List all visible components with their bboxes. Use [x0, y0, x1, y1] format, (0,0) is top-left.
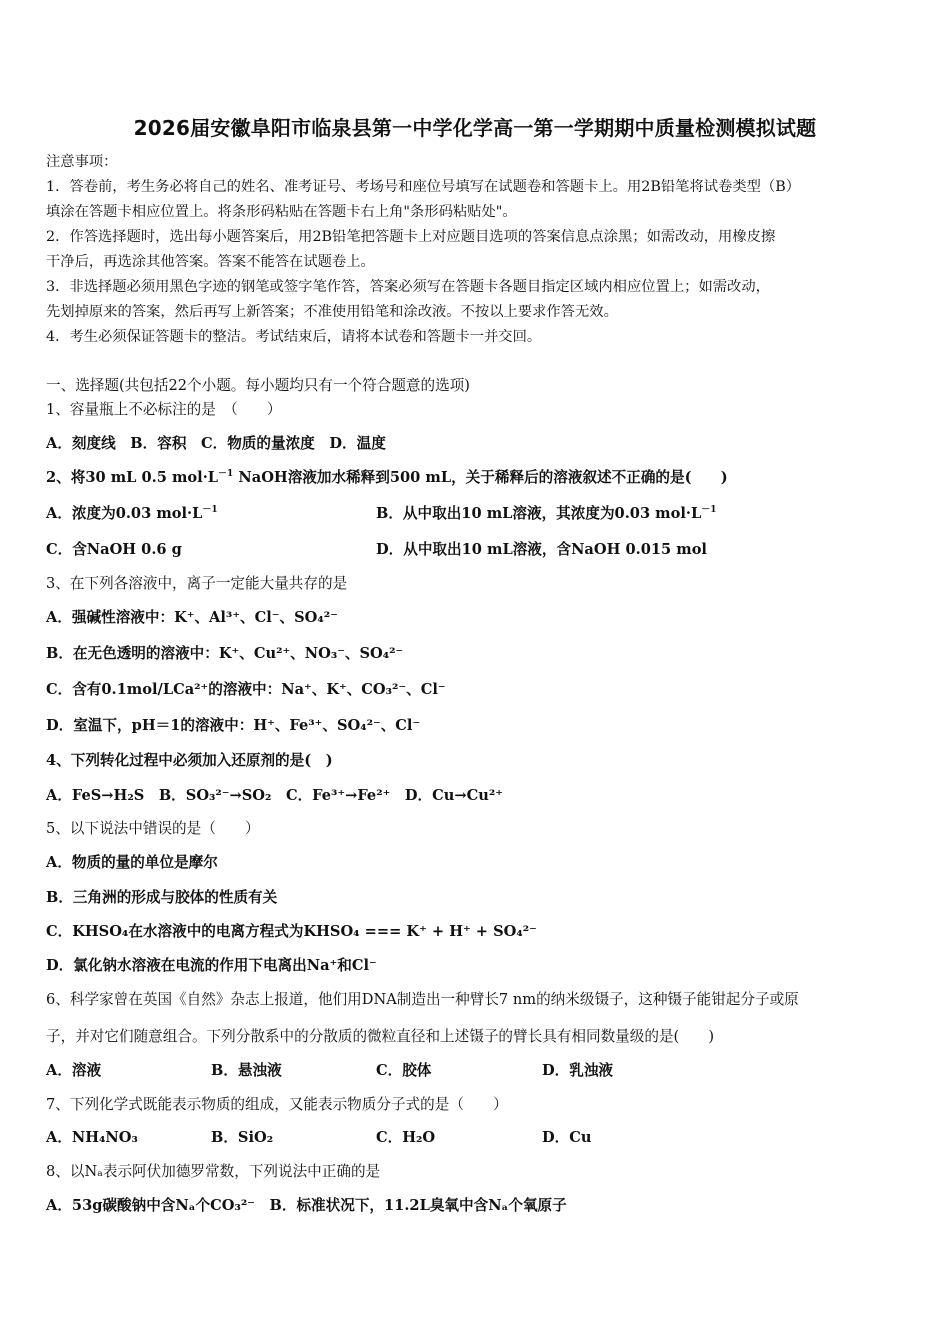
question-5-stem: 5、以下说法中错误的是（ ） — [46, 820, 260, 837]
question-6-stem: 6、科学家曾在英国《自然》杂志上报道，他们用DNA制造出一种臂长7 nm的纳米级镊子，这种镊子能钳起分子或原 — [46, 991, 799, 1008]
question-6-option-d: D．乳浊液 — [542, 1062, 614, 1079]
question-2-option-c: C．含NaOH 0.6 g — [46, 541, 182, 558]
question-5-option-c: C．KHSO₄在水溶液中的电离方程式为KHSO₄ === K⁺ + H⁺ + SO₄²⁻ — [46, 923, 537, 940]
question-3-option-d: D．室温下，pH＝1的溶液中：H⁺、Fe³⁺、SO₄²⁻、Cl⁻ — [46, 717, 421, 734]
notes-line: 4．考生必须保证答题卡的整洁。考试结束后，请将本试卷和答题卡一并交回。 — [46, 329, 542, 345]
question-6-option-a: A．溶液 — [46, 1062, 102, 1079]
question-7-option-c: C．H₂O — [376, 1129, 436, 1146]
question-8-stem: 8、以Nₐ表示阿伏加德罗常数，下列说法中正确的是 — [46, 1163, 381, 1180]
question-2-option-d: D．从中取出10 mL溶液，含NaOH 0.015 mol — [376, 541, 707, 558]
section-heading: 一、选择题(共包括22个小题。每小题均只有一个符合题意的选项) — [46, 377, 470, 394]
question-3-option-c: C．含有0.1mol/LCa²⁺的溶液中：Na⁺、K⁺、CO₃²⁻、Cl⁻ — [46, 681, 446, 698]
question-6-option-b: B．悬浊液 — [211, 1062, 282, 1079]
q2-stem-sup: －1 — [218, 469, 234, 480]
q2-stem-part: 2、将30 mL 0.5 mol·L — [46, 469, 219, 486]
q2-a-sup: －1 — [202, 505, 218, 516]
question-2-option-b — [376, 504, 717, 524]
q2-b-sup: －1 — [701, 505, 717, 516]
q2-a-text: A．浓度为0.03 mol·L — [46, 505, 203, 522]
notes-line: 2．作答选择题时，选出每小题答案后，用2B铅笔把答题卡上对应题目选项的答案信息点涂黑；如需改动，用橡皮擦 — [46, 229, 776, 245]
question-6-option-c: C．胶体 — [376, 1062, 432, 1079]
question-2-option-a — [46, 504, 218, 524]
question-7-option-a: A．NH₄NO₃ — [46, 1129, 138, 1146]
notes-line: 先划掉原来的答案，然后再写上新答案；不准使用铅笔和涂改液。不按以上要求作答无效。 — [46, 304, 618, 320]
q2-b-text: B．从中取出10 mL溶液，其浓度为0.03 mol·L — [376, 505, 702, 522]
question-3-option-b: B．在无色透明的溶液中：K⁺、Cu²⁺、NO₃⁻、SO₄²⁻ — [46, 645, 404, 662]
page-title: 2026届安徽阜阳市临泉县第一中学化学高一第一学期期中质量检测模拟试题 — [133, 116, 817, 140]
notes-line: 3．非选择题必须用黑色字迹的钢笔或签字笔作答，答案必须写在答题卡各题目指定区域内相应位置上；如需改动， — [46, 279, 770, 295]
question-2-stem — [46, 468, 728, 488]
notes-line: 干净后，再选涂其他答案。答案不能答在试题卷上。 — [46, 254, 375, 270]
question-5-option-b: B．三角洲的形成与胶体的性质有关 — [46, 889, 278, 906]
question-1-stem: 1、容量瓶上不必标注的是 （ ） — [46, 401, 282, 418]
question-4-options: A．FeS→H₂S B．SO₃²⁻→SO₂ C．Fe³⁺→Fe²⁺ D．Cu→Cu²⁺ — [46, 787, 503, 804]
question-7-option-b: B．SiO₂ — [211, 1129, 274, 1146]
question-6-stem-continued: 子，并对它们随意组合。下列分散系中的分散质的微粒直径和上述镊子的臂长具有相同数量级的是( ) — [46, 1028, 715, 1045]
question-7-stem: 7、下列化学式既能表示物质的组成，又能表示物质分子式的是（ ） — [46, 1096, 508, 1113]
notes-heading: 注意事项： — [46, 154, 118, 170]
notes-line: 1．答卷前，考生务必将自己的姓名、准考证号、考场号和座位号填写在试题卷和答题卡上。用2B铅笔将试卷类型（B） — [46, 179, 801, 195]
question-3-stem: 3、在下列各溶液中，离子一定能大量共存的是 — [46, 575, 348, 592]
question-8-options: A．53g碳酸钠中含Nₐ个CO₃²⁻ B．标准状况下，11.2L臭氧中含Nₐ个氧原子 — [46, 1197, 567, 1214]
question-5-option-a: A．物质的量的单位是摩尔 — [46, 854, 218, 871]
question-5-option-d: D．氯化钠水溶液在电流的作用下电离出Na⁺和Cl⁻ — [46, 957, 377, 974]
question-7-option-d: D．Cu — [542, 1129, 592, 1146]
q2-stem-part: NaOH溶液加水稀释到500 mL，关于稀释后的溶液叙述不正确的是( ) — [233, 469, 728, 486]
notes-line: 填涂在答题卡相应位置上。将条形码粘贴在答题卡右上角"条形码粘贴处"。 — [46, 204, 517, 220]
question-3-option-a: A．强碱性溶液中：K⁺、Al³⁺、Cl⁻、SO₄²⁻ — [46, 609, 338, 626]
question-1-options: A．刻度线 B．容积 C．物质的量浓度 D．温度 — [46, 435, 386, 452]
question-4-stem: 4、下列转化过程中必须加入还原剂的是( ) — [46, 752, 333, 769]
